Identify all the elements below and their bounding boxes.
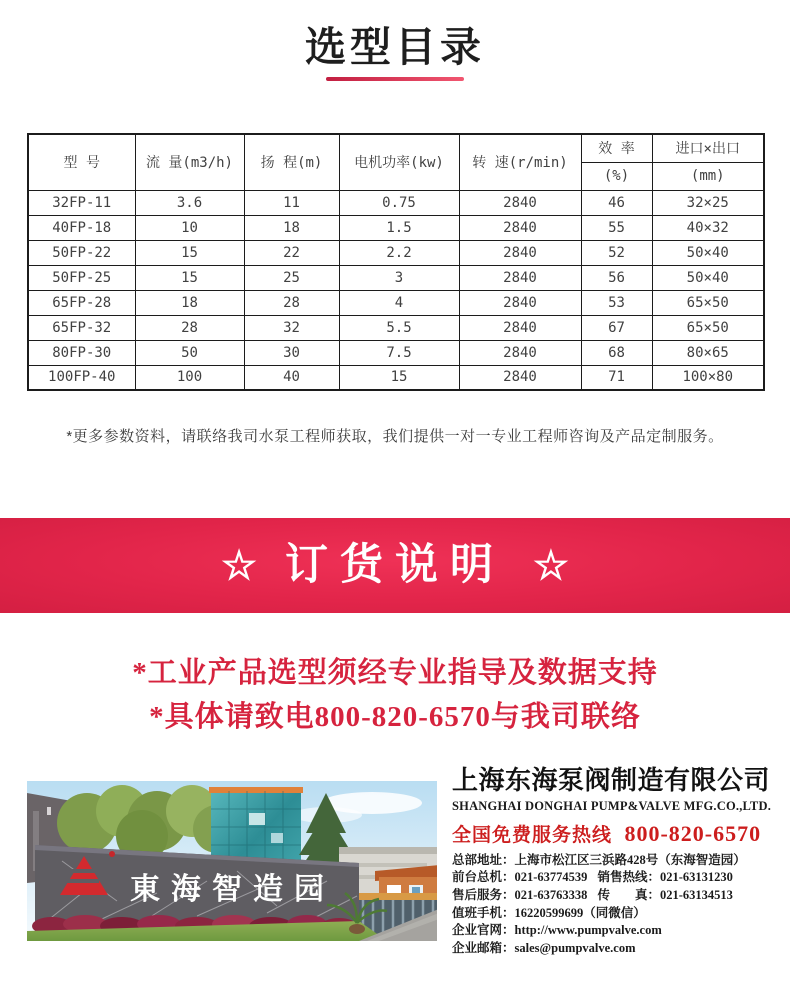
col-header-speed: 转 速(r/min) [459, 134, 581, 190]
table-cell: 32×25 [652, 190, 764, 215]
hotline-label: 全国免费服务热线 [452, 824, 613, 846]
table-cell: 80×65 [652, 340, 764, 365]
contact-label: 企业官网： [452, 923, 515, 938]
table-cell: 40 [244, 365, 339, 390]
col-header-flow: 流 量(m3/h) [135, 134, 244, 190]
table-cell: 80FP-30 [28, 340, 135, 365]
table-cell: 10 [135, 215, 244, 240]
contact-label: 销售热线： [597, 870, 660, 885]
table-cell: 2840 [459, 290, 581, 315]
contact-line [452, 852, 777, 870]
table-cell: 67 [581, 315, 652, 340]
table-row [28, 365, 764, 390]
contact-label: 企业邮箱： [452, 940, 515, 955]
table-cell: 50FP-25 [28, 265, 135, 290]
table-cell: 55 [581, 215, 652, 240]
company-name-en: SHANGHAI DONGHAI PUMP&VALVE MFG.CO.,LTD. [452, 798, 772, 813]
title-underline [326, 77, 464, 81]
table-cell: 30 [244, 340, 339, 365]
order-instructions-banner [0, 518, 790, 613]
table-cell: 65FP-32 [28, 315, 135, 340]
table-cell: 2.2 [339, 240, 459, 265]
company-info [452, 766, 777, 957]
contact-list [452, 852, 777, 958]
table-cell: 2840 [459, 365, 581, 390]
notice-line-2: *具体请致电800-820-6570与我司联络 [149, 701, 641, 733]
plant-pot [349, 924, 365, 934]
table-cell: 2840 [459, 265, 581, 290]
table-row [28, 240, 764, 265]
col-header-model: 型 号 [28, 134, 135, 190]
pump-spec-table [27, 133, 765, 391]
table-cell: 50×40 [652, 240, 764, 265]
table-cell: 22 [244, 240, 339, 265]
table-cell: 50 [135, 340, 244, 365]
table-cell: 5.5 [339, 315, 459, 340]
hotline-number: 800-820-6570 [624, 820, 762, 846]
contact-line [452, 922, 777, 940]
table-cell: 18 [135, 290, 244, 315]
company-name: 上海东海泵阀制造有限公司 [452, 765, 771, 795]
table-cell: 65FP-28 [28, 290, 135, 315]
table-cell: 40FP-18 [28, 215, 135, 240]
star-icon: ☆ [221, 543, 257, 588]
contact-label: 传 真： [597, 888, 660, 903]
table-cell: 3.6 [135, 190, 244, 215]
factory-entrance-photo [27, 781, 437, 941]
table-cell: 0.75 [339, 190, 459, 215]
table-cell: 50FP-22 [28, 240, 135, 265]
contact-value: http://www.pumpvalve.com [514, 923, 662, 938]
col-header-ports: 进口×出口 [652, 134, 764, 162]
table-row [28, 340, 764, 365]
table-cell: 2840 [459, 340, 581, 365]
contact-line [452, 940, 777, 958]
contact-line [452, 905, 777, 923]
table-cell: 50×40 [652, 265, 764, 290]
table-row [28, 190, 764, 215]
table-cell: 28 [135, 315, 244, 340]
table-cell: 25 [244, 265, 339, 290]
table-cell: 1.5 [339, 215, 459, 240]
table-row [28, 215, 764, 240]
table-cell: 15 [339, 365, 459, 390]
table-cell: 15 [135, 240, 244, 265]
page-title: 选型目录 [305, 24, 485, 70]
contact-value: 16220599699（同微信） [514, 905, 646, 920]
notice-line-1: *工业产品选型须经专业指导及数据支持 [132, 657, 658, 689]
table-cell: 2840 [459, 190, 581, 215]
table-cell: 28 [244, 290, 339, 315]
table-cell: 53 [581, 290, 652, 315]
spec-table-body [28, 190, 764, 390]
table-cell: 100 [135, 365, 244, 390]
contact-value: sales@pumpvalve.com [514, 940, 636, 955]
table-cell: 32 [244, 315, 339, 340]
table-cell: 15 [135, 265, 244, 290]
table-cell: 46 [581, 190, 652, 215]
contact-label: 售后服务： [452, 888, 515, 903]
col-header-head: 扬 程(m) [244, 134, 339, 190]
table-cell: 32FP-11 [28, 190, 135, 215]
col-header-power: 电机功率(kw) [339, 134, 459, 190]
star-icon: ☆ [533, 543, 569, 588]
table-cell: 4 [339, 290, 459, 315]
contact-label: 值班手机： [452, 905, 515, 920]
parameter-note: *更多参数资料，请联络我司水泵工程师获取，我们提供一对一专业工程师咨询及产品定制服务。 [66, 428, 724, 445]
table-cell: 2840 [459, 240, 581, 265]
table-cell: 65×50 [652, 290, 764, 315]
col-header-efficiency-unit: (%) [581, 162, 652, 190]
service-hotline [452, 820, 777, 847]
contact-value: 021-63774539 [514, 870, 588, 885]
table-cell: 71 [581, 365, 652, 390]
table-cell: 40×32 [652, 215, 764, 240]
table-cell: 2840 [459, 215, 581, 240]
table-row [28, 290, 764, 315]
contact-line [452, 869, 777, 887]
table-cell: 11 [244, 190, 339, 215]
sign-text: 東海智造园 [130, 873, 335, 906]
table-cell: 52 [581, 240, 652, 265]
table-cell: 7.5 [339, 340, 459, 365]
table-cell: 65×50 [652, 315, 764, 340]
table-cell: 100FP-40 [28, 365, 135, 390]
col-header-ports-unit: (mm) [652, 162, 764, 190]
table-row [28, 265, 764, 290]
table-cell: 100×80 [652, 365, 764, 390]
contact-value: 021-63763338 [514, 888, 588, 903]
table-cell: 18 [244, 215, 339, 240]
col-header-efficiency: 效 率 [581, 134, 652, 162]
contact-label: 总部地址： [452, 852, 515, 867]
banner-title: 订货说明 [285, 541, 505, 589]
table-row [28, 315, 764, 340]
table-cell: 2840 [459, 315, 581, 340]
table-cell: 68 [581, 340, 652, 365]
contact-value: 021-63134513 [659, 888, 733, 903]
table-cell: 56 [581, 265, 652, 290]
contact-value: 021-63131230 [659, 870, 733, 885]
table-cell: 3 [339, 265, 459, 290]
contact-value: 上海市松江区三浜路428号（东海智造园） [514, 852, 746, 867]
contact-label: 前台总机： [452, 870, 515, 885]
contact-line [452, 887, 777, 905]
